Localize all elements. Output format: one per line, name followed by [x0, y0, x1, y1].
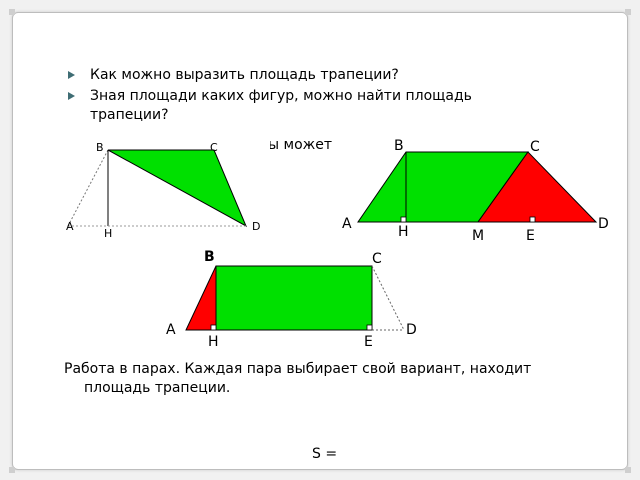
- vertex-label-b: B: [96, 141, 104, 154]
- dashed-side-cd: [372, 266, 404, 330]
- vertex-label-e: E: [364, 334, 373, 350]
- vertex-label-a: A: [342, 216, 352, 232]
- corner-handle: [9, 9, 15, 15]
- question-item: [68, 66, 538, 85]
- vertex-label-h: H: [398, 224, 409, 240]
- vertex-label-d: D: [252, 220, 261, 233]
- partial-line-text: ы может: [268, 137, 333, 153]
- vertex-label-d: D: [598, 216, 609, 232]
- right-angle-mark: [401, 217, 406, 222]
- bullet-arrow-icon: [68, 71, 75, 79]
- right-angle-mark: [211, 325, 216, 330]
- question-text: Зная площади каких фигур, можно найти площадь трапеции?: [90, 88, 472, 123]
- vertex-label-m: M: [472, 228, 485, 244]
- vertex-label-e: E: [526, 228, 535, 244]
- task-line-1: Работа в парах. Каждая пара выбирает свой вариант, находит: [64, 361, 532, 377]
- corner-handle: [9, 467, 15, 473]
- figure-parallelogram-triangle: [340, 136, 624, 244]
- right-angle-mark: [530, 217, 535, 222]
- task-line-2: площадь трапеции.: [84, 380, 231, 396]
- vertex-label-h: H: [104, 227, 113, 238]
- dashed-side-ab: [68, 150, 108, 226]
- figure-triangle-split: [56, 138, 270, 238]
- figure-rectangle-split: [160, 246, 432, 350]
- vertex-label-a: A: [66, 220, 74, 233]
- vertex-label-b: B: [394, 138, 404, 154]
- vertex-label-a: A: [166, 322, 176, 338]
- area-formula: S =: [312, 446, 338, 462]
- question-item: [68, 87, 538, 125]
- corner-handle: [625, 467, 631, 473]
- question-list: [68, 66, 538, 127]
- vertex-label-h: H: [208, 334, 219, 350]
- right-angle-mark: [367, 325, 372, 330]
- green-triangle: [108, 150, 246, 226]
- vertex-label-c: C: [530, 139, 540, 155]
- corner-handle: [625, 9, 631, 15]
- red-triangle: [186, 266, 216, 330]
- bullet-arrow-icon: [68, 92, 75, 100]
- vertex-label-d: D: [406, 322, 417, 338]
- vertex-label-c: C: [372, 251, 382, 267]
- green-rectangle: [216, 266, 372, 330]
- vertex-label-b: B: [204, 249, 215, 265]
- task-text: [64, 360, 584, 398]
- question-text: Как можно выразить площадь трапеции?: [90, 67, 399, 83]
- vertex-label-c: C: [210, 141, 218, 154]
